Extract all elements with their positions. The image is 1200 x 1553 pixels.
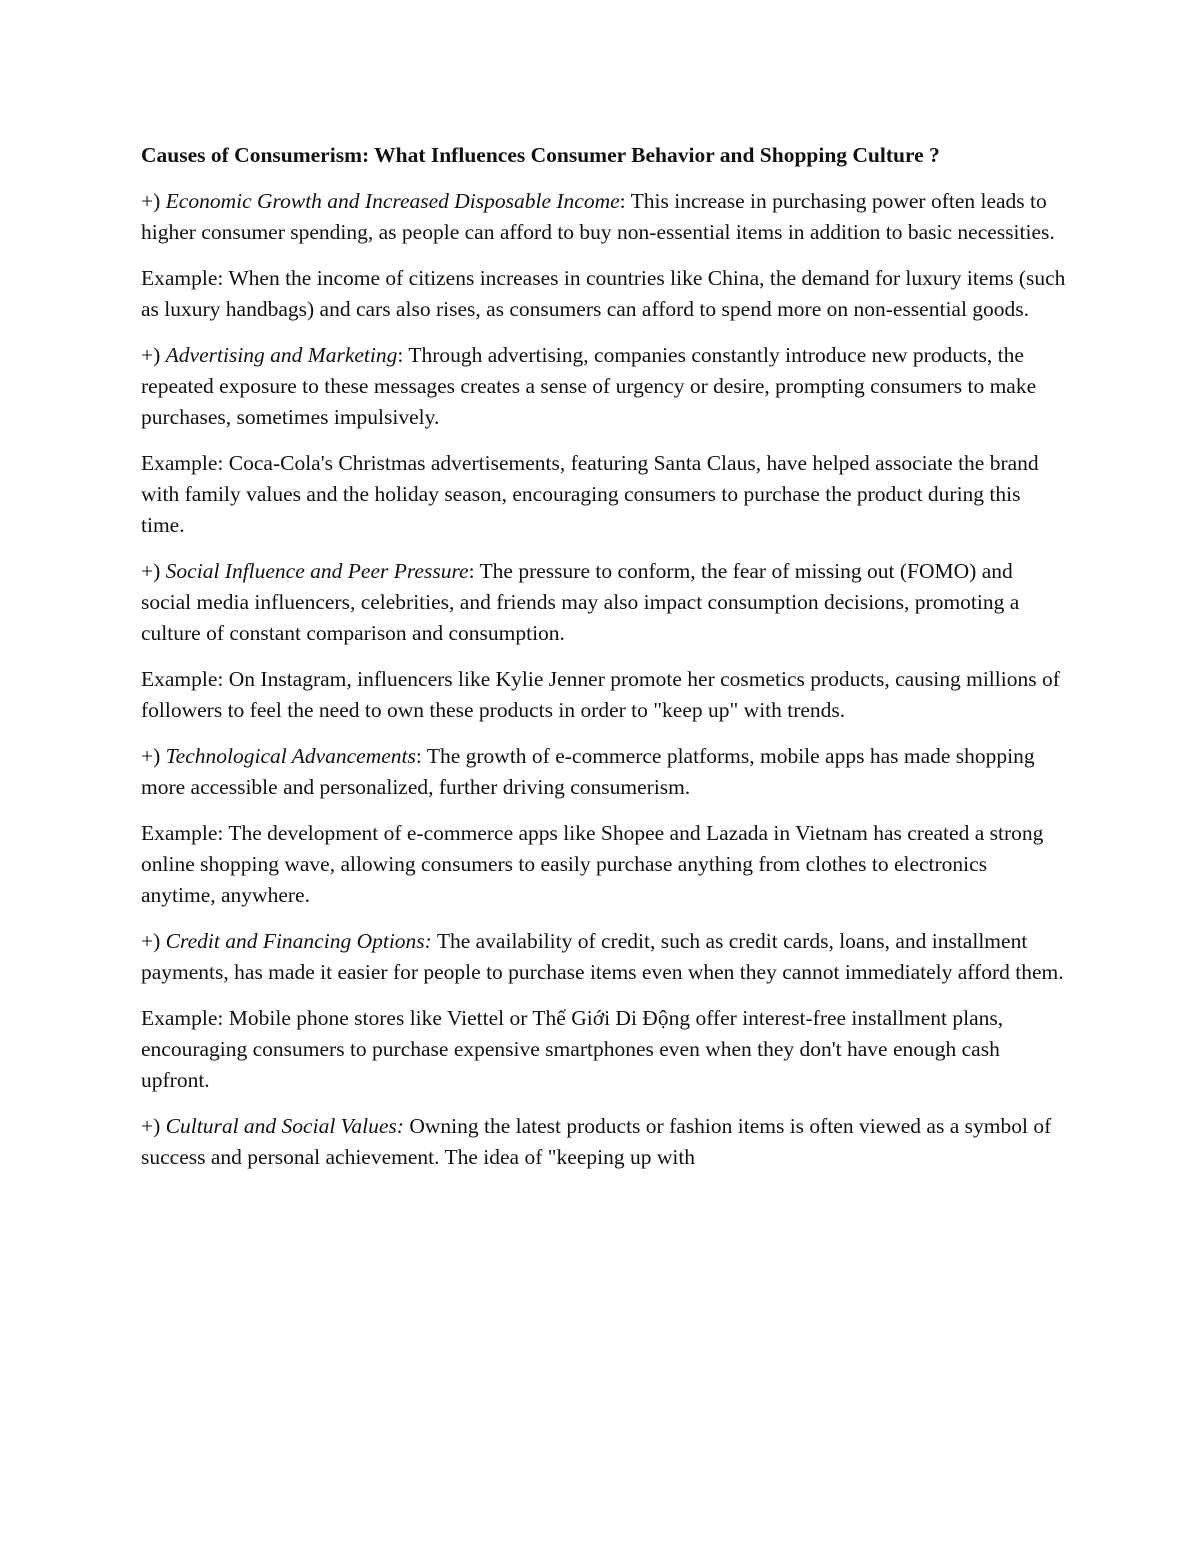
example-paragraph: Example: On Instagram, influencers like Kylie Jenner promote her cosmetics products, causing millions of followers to feel the need to own these products in order to "keep up" with trends. <box>141 667 1060 722</box>
cause-heading: Cultural and Social Values: <box>165 1114 404 1138</box>
document-page <box>141 140 1066 1188</box>
cause-body: The pressure to conform, the fear of missing out (FOMO) and social media influencers, celebrities, and friends may also impact consumption decisions, promoting a culture of constant comparison and consumption. <box>141 559 1020 645</box>
cause-heading: Economic Growth and Increased Disposable Income <box>165 189 620 213</box>
example-paragraph: Example: Coca-Cola's Christmas advertisements, featuring Santa Claus, have helped associate the brand with family values and the holiday season, encouraging consumers to purchase the product during this time. <box>141 451 1039 537</box>
cause-paragraph <box>141 340 1066 433</box>
example-paragraph: Example: When the income of citizens increases in countries like China, the demand for luxury items (such as luxury handbags) and cars also rises, as consumers can afford to spend more on non-essential goods. <box>141 266 1066 321</box>
example-paragraph: Example: Mobile phone stores like Viettel or Thế Giới Di Động offer interest-free installment plans, encouraging consumers to purchase expensive smartphones even when they don't have enough cash upfront. <box>141 1006 1004 1092</box>
cause-heading: Credit and Financing Options: <box>165 929 432 953</box>
cause-paragraph <box>141 1111 1066 1173</box>
cause-heading: Social Influence and Peer Pressure <box>165 559 469 583</box>
example-paragraph: Example: The development of e-commerce apps like Shopee and Lazada in Vietnam has created a strong online shopping wave, allowing consumers to easily purchase anything from clothes to electronics anytime, anywhere. <box>141 821 1044 907</box>
bullet-prefix: +) <box>141 343 166 367</box>
bullet-prefix: +) <box>141 744 166 768</box>
bullet-prefix: +) <box>141 929 166 953</box>
cause-heading: Technological Advancements <box>165 744 416 768</box>
heading-separator: : <box>397 343 409 367</box>
bullet-prefix: +) <box>141 189 166 213</box>
heading-separator: : <box>415 744 427 768</box>
bullet-prefix: +) <box>141 559 166 583</box>
heading-separator: : <box>468 559 480 583</box>
cause-paragraph <box>141 926 1066 988</box>
cause-paragraph <box>141 186 1066 248</box>
cause-body: The growth of e-commerce platforms, mobile apps has made shopping more accessible and personalized, further driving consumerism. <box>141 744 1035 799</box>
cause-body: Through advertising, companies constantly introduce new products, the repeated exposure to these messages creates a sense of urgency or desire, prompting consumers to make purchases, sometimes impulsively. <box>141 343 1037 429</box>
cause-heading: Advertising and Marketing <box>165 343 398 367</box>
cause-paragraph <box>141 741 1066 803</box>
cause-body: The availability of credit, such as credit cards, loans, and installment payments, has made it easier for people to purchase items even when they cannot immediately afford them. <box>141 929 1064 984</box>
bullet-prefix: +) <box>141 1114 166 1138</box>
document-title: Causes of Consumerism: What Influences Consumer Behavior and Shopping Culture ? <box>141 143 940 167</box>
cause-body: This increase in purchasing power often leads to higher consumer spending, as people can afford to buy non-essential items in addition to basic necessities. <box>141 189 1055 244</box>
cause-body: Owning the latest products or fashion items is often viewed as a symbol of success and personal achievement. The idea of "keeping up with <box>141 1114 1052 1169</box>
heading-separator: : <box>619 189 631 213</box>
cause-paragraph <box>141 556 1066 649</box>
